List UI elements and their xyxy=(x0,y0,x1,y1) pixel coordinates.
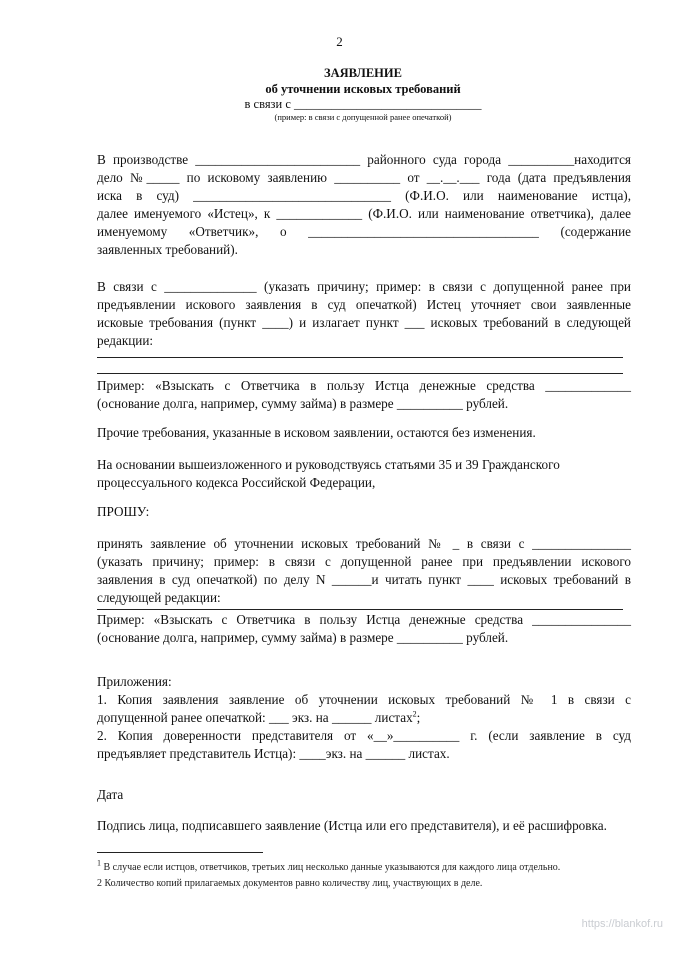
request-line: заявления в суд опечаткой) по делу N ______и читать пункт ____ исковых требований в xyxy=(97,572,631,587)
example-line: Пример: «Взыскать с Ответчика в пользу Истца денежные средства _____________ xyxy=(97,378,631,393)
example-paragraph-2 xyxy=(97,611,631,647)
clarify-line: предъявлении искового заявления в суд опечаткой) Истец уточняет свои заявленные xyxy=(97,297,631,312)
attachment-line: допущенной ранее опечаткой: ___ экз. на ______ листах$^2$; xyxy=(97,709,421,725)
reason-example-note: (пример: в связи с допущенной ранее опечаткой) xyxy=(274,112,452,122)
attachments-section xyxy=(97,673,631,763)
page-number: 2 xyxy=(336,34,343,49)
clarify-paragraph xyxy=(97,278,631,350)
footnote-number: 1 xyxy=(97,858,101,868)
intro-line: иска в суд) ______________________________ (Ф.И.О. или наименование истца), xyxy=(97,188,631,203)
footnote-1: $^1$ В случае если истцов, ответчиков, третьих лиц несколько данные указываются для каждого лица отдельно. xyxy=(97,858,561,873)
footnote-ref-2: 2 xyxy=(412,709,417,719)
example-paragraph-1 xyxy=(97,377,631,413)
intro-line: далее именуемого «Истец», к _____________ (Ф.И.О. или наименование ответчика), далее xyxy=(97,206,631,221)
attachment-line: 2. Копия доверенности представителя от «__»__________ г. (если заявление в суд xyxy=(97,728,631,743)
example-line: (основание долга, например, сумму займа) в размере __________ рублей. xyxy=(97,630,509,645)
request-line: следующей редакции: xyxy=(97,590,221,605)
document-subtitle: об уточнении исковых требований xyxy=(265,82,461,96)
basis-paragraph xyxy=(97,456,631,492)
watermark: https://blankof.ru xyxy=(581,918,663,930)
clarify-line: редакции: xyxy=(97,333,154,348)
clarify-line: В связи с ______________ (указать причину; пример: в связи с допущенной ранее при xyxy=(97,279,631,294)
attachment-line: предъявляет представитель Истца): ____экз. на ______ листах. xyxy=(97,746,450,761)
other-requirements: Прочие требования, указанные в исковом заявлении, остаются без изменения. xyxy=(97,425,536,440)
attachments-heading: Приложения: xyxy=(97,674,172,689)
reason-line: в связи с ______________________________ xyxy=(244,97,482,111)
footnote-separator xyxy=(97,852,263,853)
footnote-2: 2 Количество копий прилагаемых документов равно количеству лиц, участвующих в деле. xyxy=(97,878,483,889)
blank-line xyxy=(97,373,623,374)
intro-line: дело №_____ по исковому заявлению __________ от __.__.___ года (дата предъявления xyxy=(97,170,631,185)
request-line: принять заявление об уточнении исковых требований № _ в связи с _______________ xyxy=(97,536,631,551)
date-label: Дата xyxy=(97,787,124,802)
signature-line: Подпись лица, подписавшего заявление (Истца или его представителя), и её расшифровка. xyxy=(97,818,607,833)
document-title: ЗАЯВЛЕНИЕ xyxy=(324,66,402,80)
intro-line: именуемому «Ответчик», о ___________________________________ (содержание xyxy=(97,224,631,239)
intro-line: заявленных требований). xyxy=(97,242,238,257)
blank-line xyxy=(97,609,623,610)
blank-line xyxy=(97,357,623,358)
attachment-line: 1. Копия заявления заявление об уточнении исковых требований № 1 в связи с xyxy=(97,692,631,707)
example-line: Пример: «Взыскать с Ответчика в пользу Истца денежные средства _______________ xyxy=(97,612,631,627)
basis-line: процессуального кодекса Российской Федерации, xyxy=(97,475,376,490)
request-heading: ПРОШУ: xyxy=(97,504,150,519)
intro-line: В производстве _________________________ районного суда города __________находится xyxy=(97,152,631,167)
example-line: (основание долга, например, сумму займа) в размере __________ рублей. xyxy=(97,396,509,411)
clarify-line: исковые требования (пункт ____) и излагает пункт ___ исковых требований в следующей xyxy=(97,315,631,330)
intro-paragraph xyxy=(97,151,631,259)
request-paragraph xyxy=(97,535,631,607)
request-line: (указать причину; пример: в связи с допущенной ранее при предъявлении искового xyxy=(97,554,631,569)
basis-line: На основании вышеизложенного и руководствуясь статьями 35 и 39 Гражданского xyxy=(97,457,560,472)
